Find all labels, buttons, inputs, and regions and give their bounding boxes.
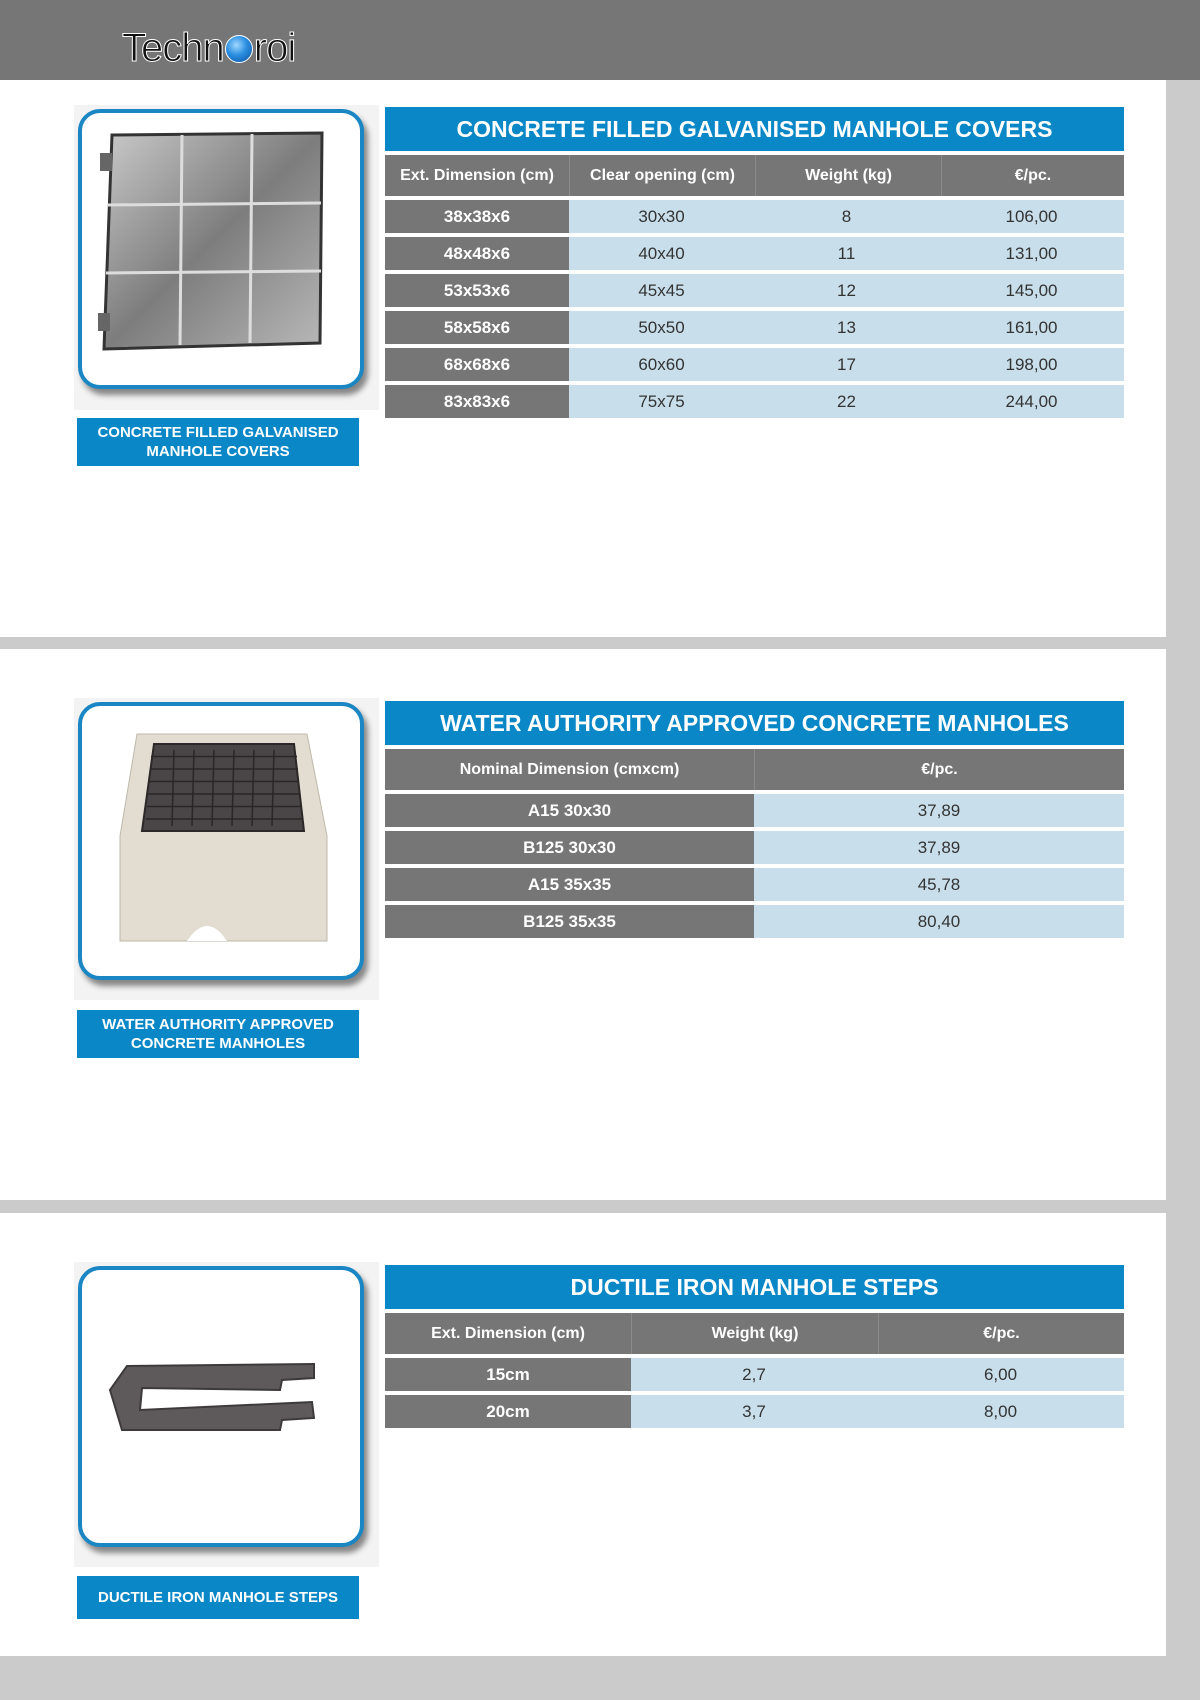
table-cell: 8,00 [877,1395,1124,1428]
product-image-panel [74,1262,379,1567]
table-cell: 75x75 [569,385,754,418]
product-image-panel [74,105,379,410]
table-row [385,1358,1124,1391]
caption-line-1: CONCRETE FILLED GALVANISED [97,424,339,441]
row-label-cell: 58x58x6 [385,311,569,344]
table-cell: 8 [754,200,939,233]
table-header [385,1313,1124,1354]
column-header: €/pc. [921,760,958,778]
section-galvanised-covers [0,80,1166,637]
table-cell: 30x30 [569,200,754,233]
column-header: Weight (kg) [632,1313,879,1354]
table-row [385,274,1124,307]
column-header: Ext. Dimension (cm) [385,1313,632,1354]
table-cell: 50x50 [569,311,754,344]
product-image-frame [78,702,364,980]
manhole-cover-image [82,113,360,385]
logo-text-left: Techn [122,26,224,70]
table-title: DUCTILE IRON MANHOLE STEPS [385,1265,1124,1309]
table-cell: 40x40 [569,237,754,270]
row-label-cell: 20cm [385,1395,631,1428]
row-label-cell: 83x83x6 [385,385,569,418]
table-title: CONCRETE FILLED GALVANISED MANHOLE COVERS [385,107,1124,151]
table-row [385,831,1124,864]
table-row [385,905,1124,938]
row-label-cell: A15 30x30 [385,794,754,827]
table-cell: 60x60 [569,348,754,381]
column-header: Nominal Dimension (cmxcm) [385,749,755,790]
table-header [385,155,1124,196]
table-row [385,348,1124,381]
table-cell: 80,40 [754,905,1124,938]
table-cell: 161,00 [939,311,1124,344]
price-table [385,1265,1124,1428]
caption-line-2: MANHOLE COVERS [146,443,290,460]
section-manhole-steps [0,1213,1166,1656]
table-header [385,749,1124,790]
table-row [385,385,1124,418]
price-table [385,701,1124,938]
product-caption [77,418,359,466]
column-header: €/pc. [983,1324,1020,1342]
row-label-cell: B125 30x30 [385,831,754,864]
product-image-panel [74,698,379,1000]
caption-line-1: DUCTILE IRON MANHOLE STEPS [97,1589,338,1606]
row-label-cell: B125 35x35 [385,905,754,938]
table-cell: 13 [754,311,939,344]
table-cell: 198,00 [939,348,1124,381]
table-cell: 45,78 [754,868,1124,901]
table-cell: 131,00 [939,237,1124,270]
product-caption [77,1010,359,1058]
product-image-frame [78,109,364,389]
column-header: Weight (kg) [756,155,942,196]
table-cell: 145,00 [939,274,1124,307]
page-header [0,0,1200,80]
table-title: WATER AUTHORITY APPROVED CONCRETE MANHOLES [385,701,1124,745]
row-label-cell: A15 35x35 [385,868,754,901]
table-cell: 106,00 [939,200,1124,233]
product-caption [77,1576,359,1619]
caption-line-2: CONCRETE MANHOLES [130,1035,306,1052]
globe-icon [225,35,253,63]
table-cell: 11 [754,237,939,270]
table-row [385,868,1124,901]
table-row [385,1395,1124,1428]
column-header: Clear opening (cm) [570,155,756,196]
table-row [385,311,1124,344]
table-cell: 3,7 [631,1395,877,1428]
table-cell: 45x45 [569,274,754,307]
table-cell: 37,89 [754,831,1124,864]
column-header: Ext. Dimension (cm) [385,155,570,196]
row-label-cell: 53x53x6 [385,274,569,307]
manhole-step-image [82,1270,360,1543]
table-cell: 17 [754,348,939,381]
concrete-manhole-image [82,706,360,976]
section-concrete-manholes [0,649,1166,1200]
table-cell: 2,7 [631,1358,877,1391]
logo-text-right: roi [253,26,296,70]
table-cell: 6,00 [877,1358,1124,1391]
technoroi-logo [122,28,295,68]
row-label-cell: 68x68x6 [385,348,569,381]
table-cell: 12 [754,274,939,307]
caption-line-1: WATER AUTHORITY APPROVED [102,1016,334,1033]
row-label-cell: 48x48x6 [385,237,569,270]
row-label-cell: 15cm [385,1358,631,1391]
table-row [385,237,1124,270]
table-cell: 22 [754,385,939,418]
table-cell: 37,89 [754,794,1124,827]
table-cell: 244,00 [939,385,1124,418]
table-row [385,794,1124,827]
table-row [385,200,1124,233]
row-label-cell: 38x38x6 [385,200,569,233]
price-table [385,107,1124,418]
column-header: €/pc. [1014,166,1052,184]
product-image-frame [78,1266,364,1547]
